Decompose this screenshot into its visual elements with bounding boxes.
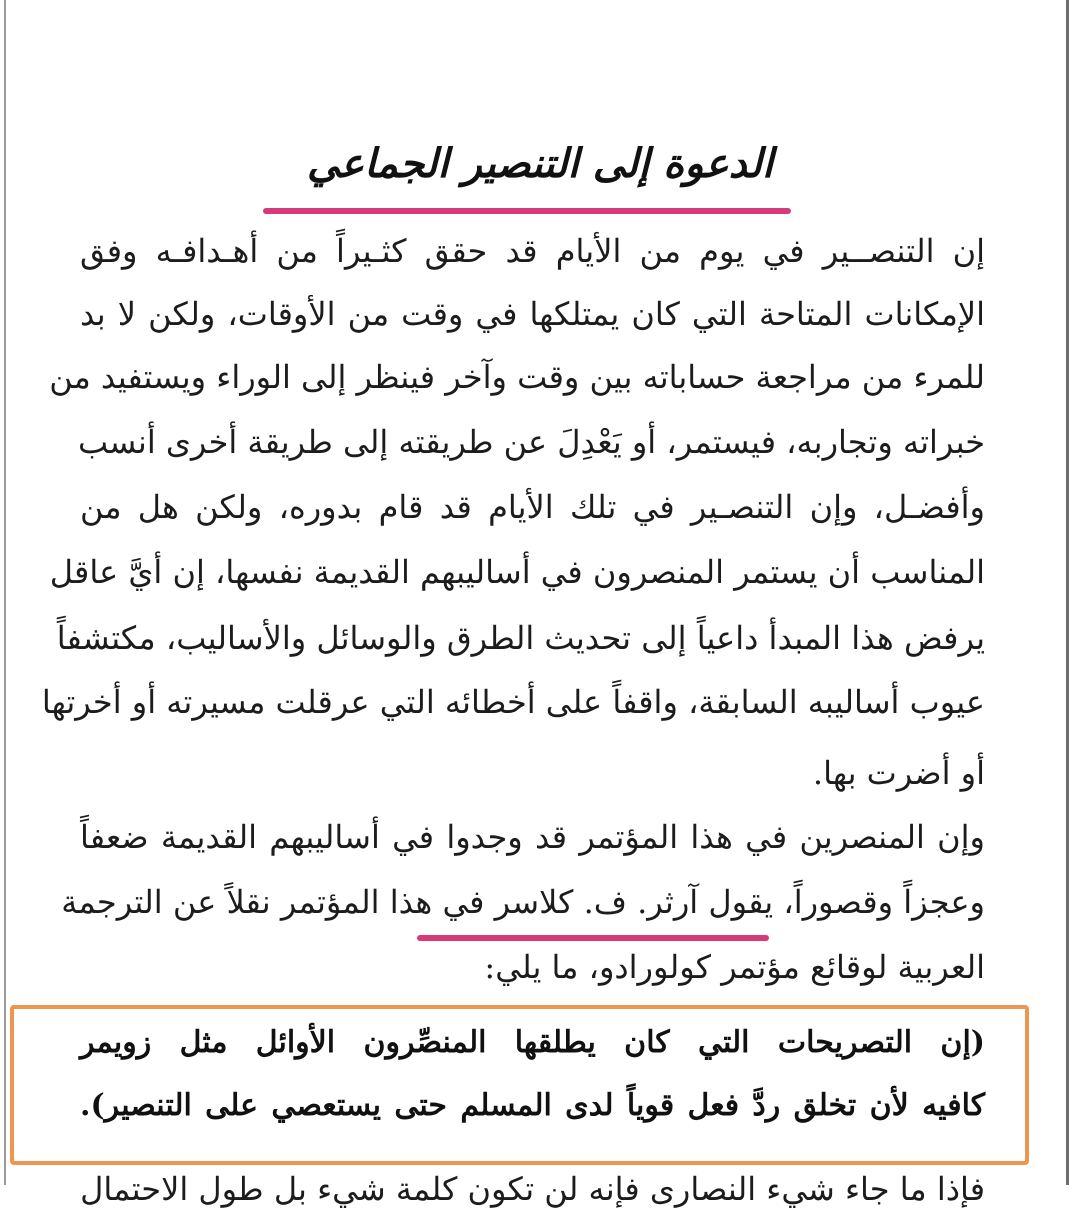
text-line: إن التنصــير في يوم من الأيام قد حقق كثـيراً من أهـدافـه وفق (80, 232, 985, 270)
cutoff-text: فإذا ما جاء شيء النصارى فإنه لن تكون كلمة شيء بل طول الاحتمال (80, 1170, 985, 1208)
text-line: وعجزاً وقصوراً، يقول آرثر. ف. كلاسر في هذا المؤتمر نقلاً عن الترجمة (61, 883, 985, 921)
text-line: الإمكانات المتاحة التي كان يمتلكها في وقت من الأوقات، ولكن لا بد (80, 295, 985, 333)
text-line: أو أضرت بها. (812, 754, 985, 792)
text-line: وإن المنصرين في هذا المؤتمر قد وجدوا في أساليبهم القديمة ضعفاً (80, 818, 985, 856)
quote-line: كافيه لأن تخلق ردَّ فعل قوياً لدى المسلم حتى يستعصي على التنصير). (80, 1088, 985, 1123)
section-title: الدعوة إلى التنصير الجماعي (306, 140, 774, 187)
quote-line: (إن التصريحات التي كان يطلقها المنصِّرون الأوائل مثل زويمر (80, 1025, 985, 1060)
inline-highlight-underline (417, 935, 769, 941)
text-line: المناسب أن يستمر المنصرون في أساليبهم القديمة نفسها، إن أيَّ عاقل (49, 553, 985, 591)
text-line: للمرء من مراجعة حساباته بين وقت وآخر فينظر إلى الوراء ويستفيد من (49, 358, 985, 396)
text-line: يرفض هذا المبدأ داعياً إلى تحديث الطرق والوسائل والأساليب، مكتشفاً (56, 619, 985, 657)
text-line: عيوب أساليبه السابقة، واقفاً على أخطائه التي عرقلت مسيرته أو أخرتها (41, 683, 985, 721)
cutoff-text-line (80, 1168, 985, 1208)
title-highlight-underline (263, 208, 791, 214)
page-edge-right (1066, 0, 1069, 1185)
page-edge-left (4, 0, 6, 1185)
text-line: وأفضـل، وإن التنصـير في تلك الأيام قد قام بدوره، ولكن هل من (80, 488, 985, 526)
text-line: خبراته وتجاربه، فيستمر، أو يَعْدِلَ عن طريقته إلى طريقة أخرى أنسب (77, 423, 985, 461)
text-line: العربية لوقائع مؤتمر كولورادو، ما يلي: (484, 948, 985, 986)
